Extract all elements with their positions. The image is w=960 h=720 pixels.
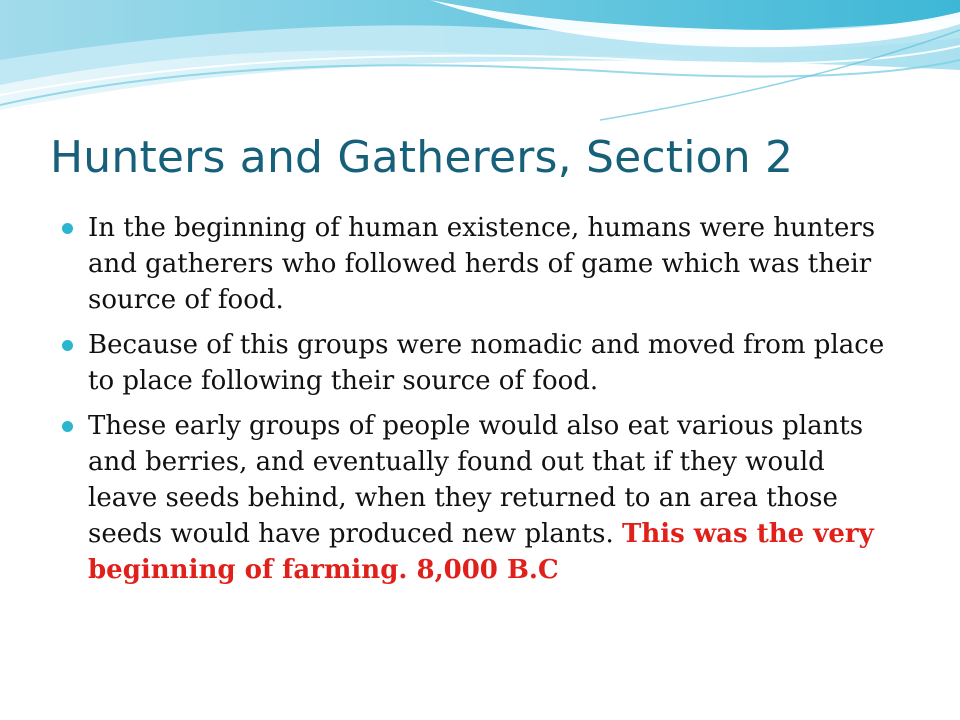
bullet-dot-icon — [62, 340, 73, 351]
bullet-text: In the beginning of human existence, humans were hunters and gatherers who followed herds of game which was their source of food. — [88, 213, 876, 315]
bullet-dot-icon — [62, 421, 73, 432]
bullet-item — [58, 327, 898, 399]
bullet-text: Because of this groups were nomadic and moved from place to place following their source of food. — [88, 330, 885, 396]
bullet-dot-icon — [62, 223, 73, 234]
header-wave-decoration — [0, 0, 960, 130]
bullet-item — [58, 210, 898, 318]
slide-title: Hunters and Gatherers, Section 2 — [50, 132, 794, 183]
farming-highlight-text: This was the very beginning of farming. 8,000 B.C — [88, 519, 874, 585]
bullet-list — [58, 210, 898, 597]
bullet-item — [58, 408, 898, 588]
bullet-text: These early groups of people would also eat various plants and berries, and eventually found out that if they would leave seeds behind, when they returned to an area those seeds would have produced new plants. — [88, 411, 864, 549]
